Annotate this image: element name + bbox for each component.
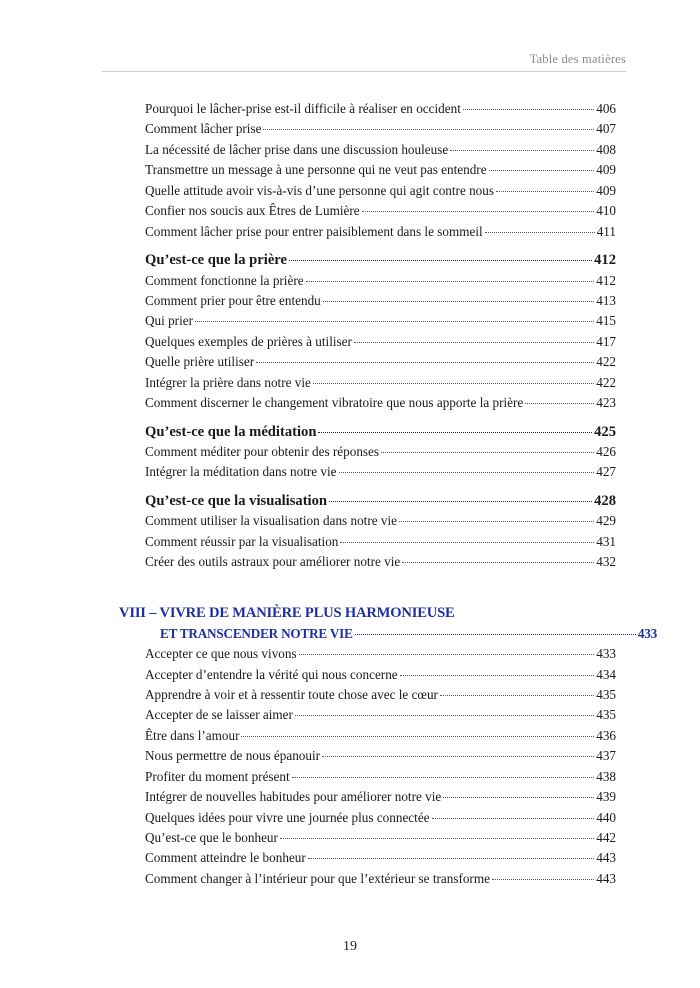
toc-entry-title: Qui prier	[145, 313, 193, 329]
toc-heading-title: Qu’est-ce que la visualisation	[145, 492, 328, 509]
toc-entry-title: Qu’est-ce que le bonheur	[145, 830, 278, 845]
toc-chapter-viii	[119, 603, 657, 644]
dot-leader	[318, 432, 592, 433]
toc-entry-title: Profiter du moment présent	[145, 768, 290, 784]
running-head-title: Table des matières	[529, 52, 626, 66]
toc-entry-title: Apprendre à voir et à ressentir toute chose avec le cœur	[145, 686, 438, 702]
toc-section-heading[interactable]	[145, 491, 616, 511]
dot-leader	[450, 150, 594, 151]
dot-leader	[195, 321, 594, 322]
toc-entry-title: Comment lâcher prise pour entrer paisiblement dans le sommeil	[145, 223, 483, 239]
toc-section-priere	[145, 250, 616, 414]
dot-leader	[306, 281, 595, 282]
toc-entry[interactable]	[145, 685, 616, 705]
toc-entry-page: 412	[596, 272, 616, 288]
toc-entry-title: Comment méditer pour obtenir des réponses	[145, 444, 380, 459]
toc-entry[interactable]	[145, 99, 616, 119]
toc-entry[interactable]	[145, 665, 616, 685]
dot-leader	[323, 301, 594, 302]
toc-entry-title: Accepter d’entendre la vérité qui nous concerne	[145, 666, 398, 682]
toc-entry-title: La nécessité de lâcher prise dans une discussion houleuse	[145, 141, 449, 157]
toc-entry-page: 408	[596, 141, 616, 157]
dot-leader	[354, 342, 594, 343]
toc-entry[interactable]	[145, 828, 616, 848]
toc-entry-page: 413	[596, 292, 616, 308]
dot-leader	[289, 260, 592, 261]
toc-entry-page: 423	[596, 395, 616, 411]
toc-entry-page: 427	[596, 464, 616, 480]
dot-leader	[402, 562, 594, 563]
dot-leader	[340, 542, 594, 543]
dot-leader	[280, 838, 594, 839]
toc-entry[interactable]	[145, 119, 616, 139]
toc-section-meditation	[145, 422, 616, 483]
toc-heading-title: Qu’est-ce que la méditation	[145, 423, 317, 440]
toc-entry[interactable]	[145, 705, 616, 725]
chapter-title-text: ET TRANSCENDER NOTRE VIE	[160, 625, 353, 641]
toc-entry-title: Accepter de se laisser aimer	[145, 707, 293, 723]
toc-entry-title: Comment fonctionne la prière	[145, 272, 304, 288]
dot-leader	[496, 191, 594, 192]
toc-entry-title: Intégrer de nouvelles habitudes pour améliorer notre vie	[145, 789, 442, 805]
toc-entry-page: 435	[596, 686, 616, 702]
dot-leader	[322, 756, 594, 757]
toc-entry-page: 407	[596, 121, 616, 137]
toc-entry-page: 442	[596, 830, 616, 845]
toc-heading-page: 425	[594, 423, 616, 440]
toc-entry[interactable]	[145, 442, 616, 462]
toc-entry-page: 431	[596, 533, 616, 549]
toc-entry-page: 433	[596, 646, 616, 662]
toc-entry-page: 443	[596, 850, 616, 866]
toc-entry-page: 439	[596, 789, 616, 805]
toc-entry-page: 410	[596, 203, 616, 219]
toc-entry[interactable]	[145, 746, 616, 766]
toc-entry-page: 422	[596, 374, 616, 390]
toc-entry-page: 440	[596, 809, 616, 825]
toc-entry[interactable]	[145, 644, 616, 664]
toc-entry-title: Comment discerner le changement vibratoire que nous apporte la prière	[145, 395, 524, 411]
toc-section-visualisation	[145, 491, 616, 573]
toc-entry-title: Quelques exemples de prières à utiliser	[145, 333, 352, 349]
toc-entry-page: 434	[596, 666, 616, 682]
toc-heading-page: 412	[594, 252, 616, 269]
toc-entry[interactable]	[145, 393, 616, 413]
toc-entry-title: Quelle prière utiliser	[145, 354, 255, 370]
toc-entry[interactable]	[145, 291, 616, 311]
toc-entry[interactable]	[145, 140, 616, 160]
dot-leader	[400, 675, 595, 676]
toc-section-lacher-prise	[145, 99, 616, 242]
dot-leader	[313, 383, 594, 384]
dot-leader	[308, 858, 594, 859]
dot-leader	[399, 521, 594, 522]
toc-entry[interactable]	[145, 271, 616, 291]
toc-entry-title: Accepter ce que nous vivons	[145, 646, 297, 662]
header-rule	[102, 71, 626, 72]
dot-leader	[362, 211, 595, 212]
dot-leader	[295, 715, 594, 716]
dot-leader	[485, 232, 595, 233]
chapter-page: 433	[637, 625, 657, 641]
toc-heading-title: Qu’est-ce que la prière	[145, 252, 287, 269]
toc-entry[interactable]	[145, 511, 616, 531]
dot-leader	[432, 818, 595, 819]
chapter-title-line-2[interactable]	[119, 624, 657, 644]
toc-entry[interactable]	[145, 462, 616, 482]
toc-section-heading[interactable]	[145, 250, 616, 270]
toc-entry-title: Intégrer la prière dans notre vie	[145, 374, 311, 390]
toc-entry-page: 409	[596, 162, 616, 178]
dot-leader	[292, 777, 595, 778]
toc-entry[interactable]	[145, 201, 616, 221]
toc-entry[interactable]	[145, 767, 616, 787]
dot-leader	[443, 797, 594, 798]
dot-leader	[381, 452, 594, 453]
toc-section-heading[interactable]	[145, 422, 616, 442]
toc-entry-title: Comment changer à l’intérieur pour que l’extérieur se transforme	[145, 870, 490, 886]
toc-entry-page: 438	[596, 768, 616, 784]
toc-entry-title: Comment atteindre le bonheur	[145, 850, 306, 866]
toc-entry-title: Quelques idées pour vivre une journée plus connectée	[145, 809, 430, 825]
toc-entry-page: 415	[596, 313, 616, 329]
toc-entry[interactable]	[145, 869, 616, 889]
dot-leader	[489, 170, 595, 171]
table-of-contents	[119, 99, 657, 889]
toc-entry-page: 443	[596, 870, 616, 886]
toc-entry-page: 409	[596, 182, 616, 198]
toc-entry-title: Pourquoi le lâcher-prise est-il difficile à réaliser en occident	[145, 101, 461, 116]
dot-leader	[492, 879, 594, 880]
dot-leader	[355, 634, 636, 635]
toc-entry[interactable]	[145, 808, 616, 828]
dot-leader	[440, 695, 594, 696]
toc-entry-page: 417	[596, 333, 616, 349]
toc-entry-title: Comment réussir par la visualisation	[145, 533, 339, 549]
toc-entry-title: Nous permettre de nous épanouir	[145, 748, 321, 764]
toc-entry[interactable]	[145, 373, 616, 393]
toc-heading-page: 428	[594, 492, 616, 509]
dot-leader	[525, 403, 594, 404]
toc-entry-title: Comment lâcher prise	[145, 121, 262, 137]
toc-entry[interactable]	[145, 726, 616, 746]
dot-leader	[263, 129, 594, 130]
toc-entry-page: 436	[596, 727, 616, 743]
dot-leader	[463, 109, 594, 110]
toc-entry[interactable]	[145, 787, 616, 807]
toc-entry[interactable]	[145, 532, 616, 552]
toc-entry[interactable]	[145, 352, 616, 372]
dot-leader	[241, 736, 594, 737]
toc-entry-title: Créer des outils astraux pour améliorer notre vie	[145, 554, 401, 570]
toc-entry-page: 422	[596, 354, 616, 370]
toc-entry-page: 435	[596, 707, 616, 723]
dot-leader	[256, 362, 594, 363]
toc-entry-page: 432	[596, 554, 616, 570]
toc-entry[interactable]	[145, 160, 616, 180]
toc-entry[interactable]	[145, 311, 616, 331]
toc-entry-page: 406	[596, 101, 616, 116]
toc-entry[interactable]	[145, 552, 616, 572]
toc-entry-title: Transmettre un message à une personne qui ne veut pas entendre	[145, 162, 487, 178]
toc-entry[interactable]	[145, 332, 616, 352]
toc-entry-title: Être dans l’amour	[145, 727, 240, 743]
dot-leader	[299, 654, 595, 655]
toc-entry-title: Comment utiliser la visualisation dans notre vie	[145, 513, 397, 529]
toc-entry-title: Quelle attitude avoir vis-à-vis d’une personne qui agit contre nous	[145, 182, 495, 198]
toc-entry[interactable]	[145, 848, 616, 868]
toc-entry[interactable]	[145, 181, 616, 201]
toc-entry-page: 426	[596, 444, 616, 459]
dot-leader	[339, 472, 595, 473]
dot-leader	[329, 501, 592, 502]
toc-entry-title: Confier nos soucis aux Êtres de Lumière	[145, 203, 360, 219]
toc-entry-title: Comment prier pour être entendu	[145, 292, 321, 308]
toc-entry-page: 429	[596, 513, 616, 529]
page-number: 19	[343, 939, 357, 954]
toc-entry-title: Intégrer la méditation dans notre vie	[145, 464, 337, 480]
toc-entry-page: 411	[596, 223, 616, 239]
chapter-title-line-1[interactable]: VIII – VIVRE DE MANIÈRE PLUS HARMONIEUSE	[119, 604, 455, 621]
toc-entry-page: 437	[596, 748, 616, 764]
toc-entry[interactable]	[145, 222, 616, 242]
toc-section-chapter-viii	[145, 644, 616, 889]
